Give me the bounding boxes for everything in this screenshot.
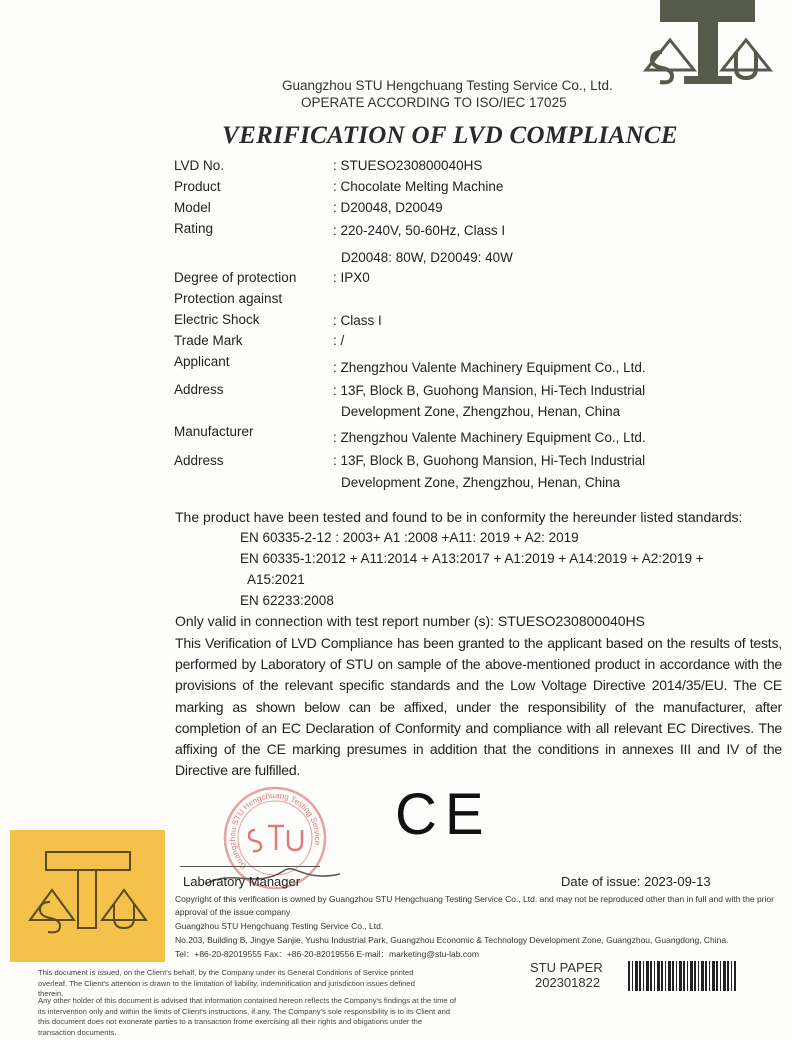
header-company: Guangzhou STU Hengchuang Testing Service Co., Ltd. xyxy=(282,78,613,93)
field-label: Product xyxy=(174,179,221,194)
field-value: : IPX0 xyxy=(333,270,370,285)
field-label: Electric Shock xyxy=(174,312,260,327)
footer-copyright: Copyright of this verification is owned by Guangzhou STU Hengchuang Testing Service Co., Ltd. and may not be reproduced other than in full and with the prior xyxy=(175,894,774,904)
field-value: : Class I xyxy=(333,313,382,328)
footer-address: No.203, Building B, Jingye Sanjie, Yushu Industrial Park, Guangzhou Economic & Technology Development Zone, Guangzhou, Guangdong, China. xyxy=(175,935,729,945)
footer-copyright-cont: approval of the issue company xyxy=(175,907,291,917)
standard-item: EN 60335-1:2012 + A11:2014 + A13:2017 + A1:2019 + A14:2019 + A2:2019 + xyxy=(240,551,704,566)
compliance-paragraph: This Verification of LVD Compliance has been granted to the applicant based on the results of tests, performed by Laboratory of STU on sample of the above-mentioned product in accordance with the provisions of the relevant specific standards and the Low Voltage Directive 2014/35/EU. The CE marking as shown below can be affixed, under the responsibility of the manufacturer, after completion of an EC Declaration of Conformity and compliance with all relevant EC Directives. The affixing of the CE marking presumes in addition that the conditions in annexes III and IV of the Directive are fulfilled. xyxy=(175,635,782,779)
paper-label: STU PAPER xyxy=(530,960,603,975)
barcode xyxy=(628,961,736,991)
stu-logo-yellow xyxy=(10,830,165,962)
footer-disclaimer-2: Any other holder of this document is advised that information contained hereon reflects the Company's findings at the time of its intervention only and within the limits of Client's instructions, if any. The Company's sole responsibility is to its Client and this document does not exonerate parties to a transaction frome exercising all their rights and obigations under the transaction documents. xyxy=(38,996,457,1037)
field-value: : D20048, D20049 xyxy=(333,200,443,215)
field-label: Address xyxy=(174,453,224,468)
field-value: : 13F, Block B, Guohong Mansion, Hi-Tech Industrial xyxy=(333,453,646,468)
standard-item: EN 60335-2-12 : 2003+ A1 :2008 +A11: 2019 + A2: 2019 xyxy=(240,530,579,545)
standard-item: EN 62233:2008 xyxy=(240,593,334,608)
field-value: : 13F, Block B, Guohong Mansion, Hi-Tech Industrial xyxy=(333,383,646,398)
standard-item: A15:2021 xyxy=(247,572,305,587)
field-label: Degree of protection xyxy=(174,270,297,285)
field-label: Protection against xyxy=(174,291,283,306)
field-value-cont: Development Zone, Zhengzhou, Henan, China xyxy=(341,404,621,419)
field-label: Trade Mark xyxy=(174,333,243,348)
field-label: Manufacturer xyxy=(174,424,254,439)
document-title: VERIFICATION OF LVD COMPLIANCE xyxy=(222,122,678,149)
field-label: Rating xyxy=(174,221,214,236)
signature-label: Laboratory Manager xyxy=(183,874,301,889)
field-label: Address xyxy=(174,382,224,397)
field-value: : Zhengzhou Valente Machinery Equipment Co., Ltd. xyxy=(333,360,646,375)
standards-intro: The product have been tested and found to be in conformity the hereunder listed standards: xyxy=(175,509,743,525)
field-label: Applicant xyxy=(174,354,230,369)
stu-logo xyxy=(640,0,775,90)
paper-number: 202301822 xyxy=(535,975,601,990)
footer-company: Guangzhou STU Hengchuang Testing Service Co., Ltd. xyxy=(175,921,384,931)
field-value: : Chocolate Melting Machine xyxy=(333,179,504,194)
stamp-text: Guangzhou STU Hengchuang Testing Service xyxy=(227,790,323,871)
field-value: : / xyxy=(333,333,345,348)
valid-text: Only valid in connection with test report number (s): STUESO230800040HS xyxy=(175,613,646,629)
field-value-cont: Development Zone, Zhengzhou, Henan, China xyxy=(341,475,621,490)
signature-line xyxy=(180,866,320,867)
field-label: Model xyxy=(174,200,211,215)
field-value-cont: D20048: 80W, D20049: 40W xyxy=(341,250,513,265)
date-of-issue: Date of issue: 2023-09-13 xyxy=(561,874,711,889)
footer-disclaimer-1: This document is issued, on the Client's behalf, by the Company under its General Conditions of Service printed overleaf. The Client's attention is drawn to the limitation of liability, indemnification and jurisdiction issues defined therein. xyxy=(38,968,415,999)
field-value: : Zhengzhou Valente Machinery Equipment Co., Ltd. xyxy=(333,430,646,445)
footer-contact: Tel：+86-20-82019555 Fax：+86-20-82019556 E-mail：marketing@stu-lab.com xyxy=(175,949,479,959)
field-value: : STUESO230800040HS xyxy=(333,158,483,173)
ce-mark: CE xyxy=(395,782,492,847)
field-value: : 220-240V, 50-60Hz, Class I xyxy=(333,223,506,238)
header-standard: OPERATE ACCORDING TO ISO/IEC 17025 xyxy=(301,95,567,110)
field-label: LVD No. xyxy=(174,158,225,173)
